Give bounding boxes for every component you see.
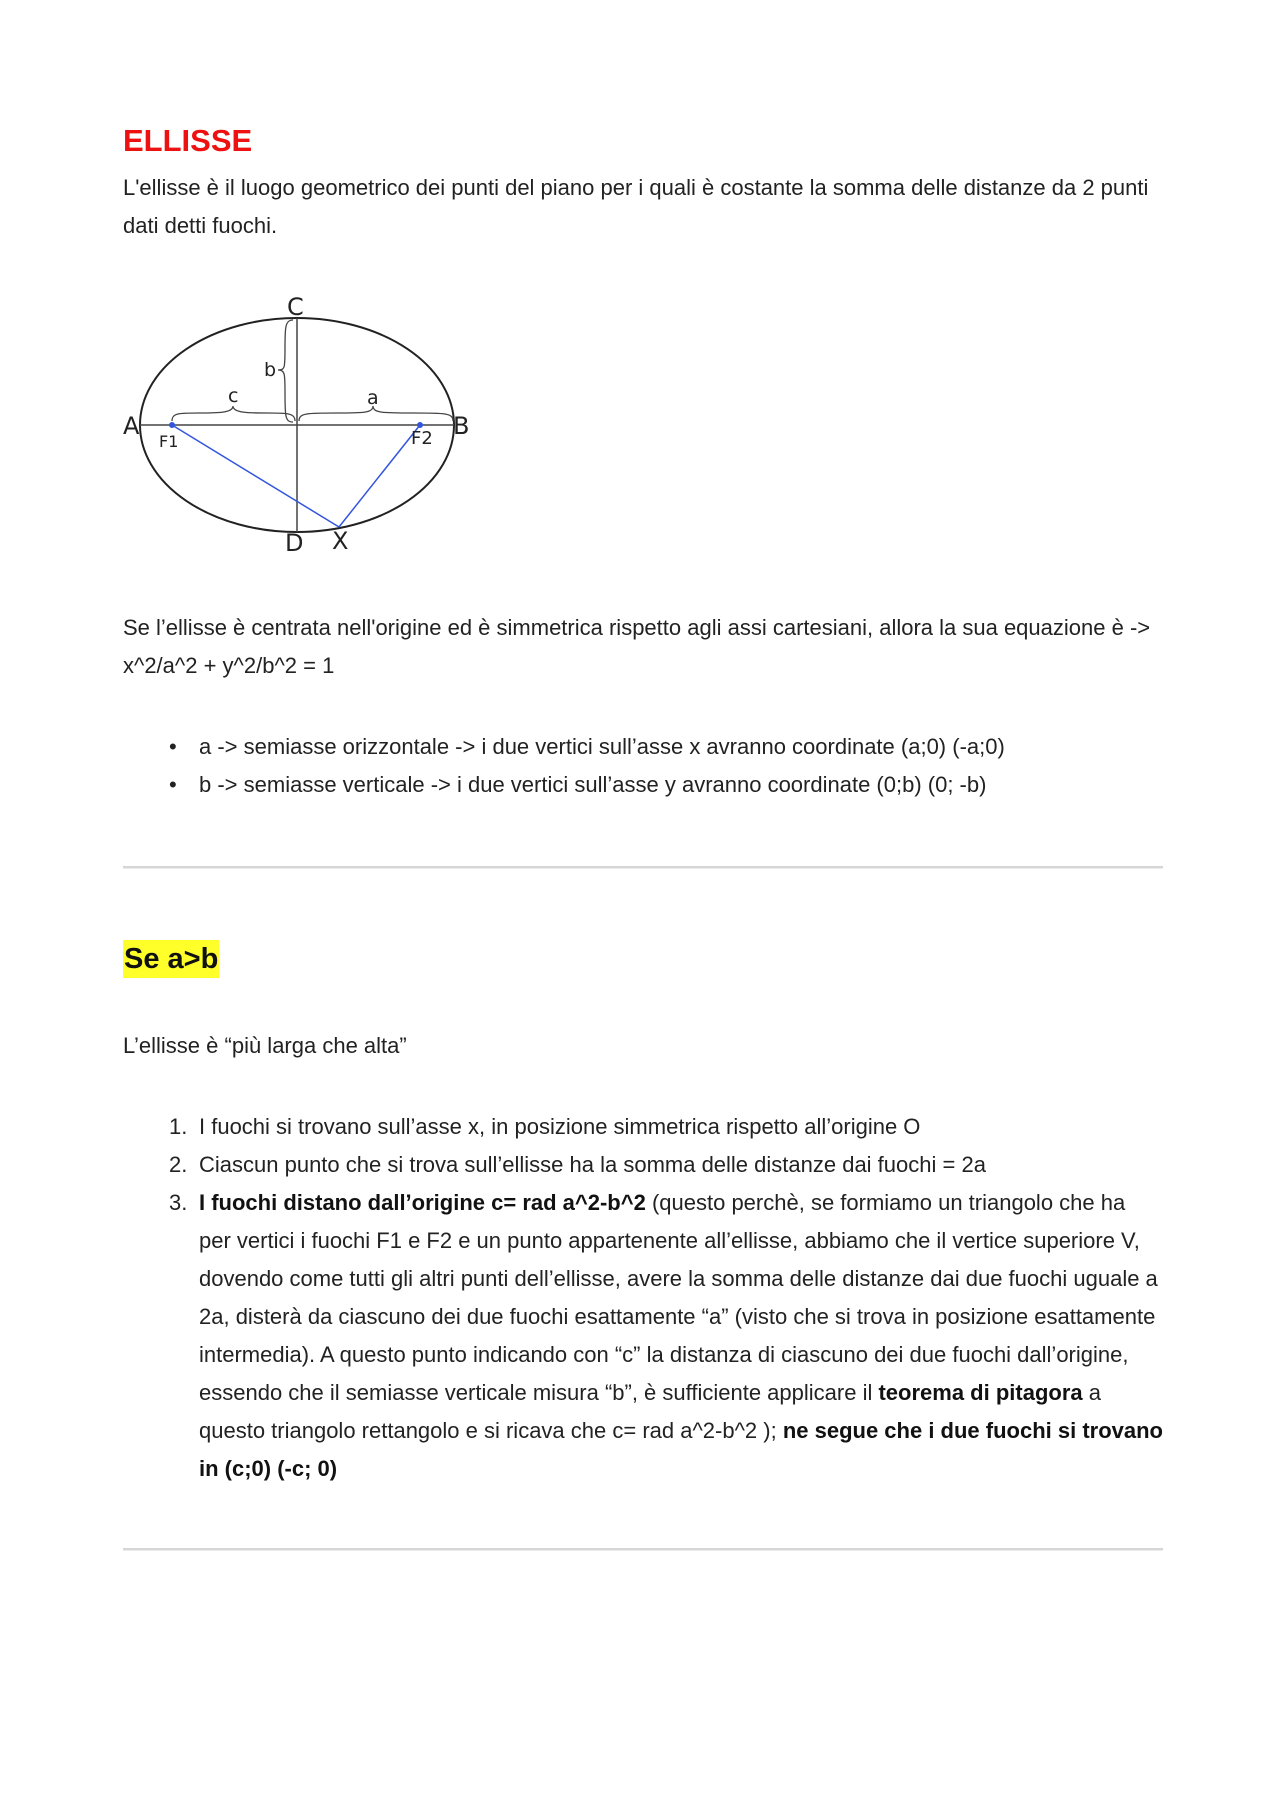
- label-b-segment: b: [264, 359, 277, 381]
- section-heading: Se a>b: [123, 940, 219, 978]
- list-item-text: b -> semiasse verticale -> i due vertici sull’asse y avranno coordinate (0;b) (0; -b): [199, 772, 987, 797]
- list-item: [123, 1184, 1163, 1488]
- bullet-marker: •: [169, 734, 177, 759]
- list-item-text: (questo perchè, se formiamo un triangolo che ha per vertici i fuochi F1 e F2 e un punto appartenente all’ellisse, abbiamo che il vertice superiore V, dovendo come tutti gli altri punti dell’ellisse, avere la somma delle distanze dai due fuochi uguale a 2a, disterà da ciascuno dei due fuochi esattamente “a” (visto che si trova in posizione esattamente intermedia). A questo punto indicando con “c” la distanza di ciascuno dei due fuochi dall’origine, essendo che il semiasse verticale misura “b”, è sufficiente applicare il: [199, 1190, 1158, 1405]
- horizontal-divider: [123, 1548, 1163, 1551]
- intro-paragraph: L'ellisse è il luogo geometrico dei punti del piano per i quali è costante la somma delle distanze da 2 punti dati detti fuochi.: [123, 175, 1149, 238]
- list-item-text: a questo triangolo rettangolo e si ricava che c= rad a^2-b^2 );: [199, 1380, 1101, 1443]
- list-item: [123, 1108, 1163, 1146]
- bold-text: ne segue che i due fuochi si trovano in (c;0) (-c; 0): [199, 1418, 1163, 1481]
- list-item: [123, 728, 1163, 766]
- label-c-vertex: C: [287, 293, 304, 321]
- section-intro: L’ellisse è “più larga che alta”: [123, 1033, 407, 1058]
- equation-paragraph: Se l’ellisse è centrata nell'origine ed è simmetrica rispetto agli assi cartesiani, allora la sua equazione è -> x^2/a^2 + y^2/b^2 = 1: [123, 615, 1151, 678]
- list-number: 2.: [169, 1152, 188, 1177]
- label-x-point: X: [332, 527, 349, 555]
- label-a-vertex: A: [123, 412, 140, 440]
- label-c-segment: c: [228, 385, 239, 407]
- brace-b: [278, 320, 293, 422]
- list-item: [123, 766, 1163, 804]
- label-f2: F2: [411, 428, 433, 449]
- focal-line-f2: [339, 425, 420, 527]
- properties-list: [123, 1108, 1163, 1488]
- list-item: [123, 1146, 1163, 1184]
- label-a-segment: a: [367, 387, 379, 409]
- brace-c: [172, 406, 295, 421]
- page-title: ELLISSE: [123, 123, 253, 158]
- list-number: 1.: [169, 1114, 188, 1139]
- list-number: 3.: [169, 1190, 188, 1215]
- list-item-text: a -> semiasse orizzontale -> i due vertici sull’asse x avranno coordinate (a;0) (-a;0): [199, 734, 1005, 759]
- label-d-vertex: D: [285, 529, 304, 557]
- label-f1: F1: [159, 432, 179, 451]
- bold-text: teorema di pitagora: [878, 1380, 1083, 1405]
- focus-f1-dot: [169, 422, 175, 428]
- focal-line-f1: [172, 425, 339, 527]
- label-b-vertex: B: [453, 412, 470, 440]
- horizontal-divider: [123, 866, 1163, 869]
- list-item-text: I fuochi si trovano sull’asse x, in posizione simmetrica rispetto all’origine O: [199, 1114, 921, 1139]
- bullet-marker: •: [169, 772, 177, 797]
- bold-text: I fuochi distano dall’origine c= rad a^2-b^2: [199, 1190, 646, 1215]
- ellipse-diagram: [123, 282, 483, 562]
- list-item-text: Ciascun punto che si trova sull’ellisse ha la somma delle distanze dai fuochi = 2a: [199, 1152, 986, 1177]
- semiaxes-list: [123, 728, 1163, 804]
